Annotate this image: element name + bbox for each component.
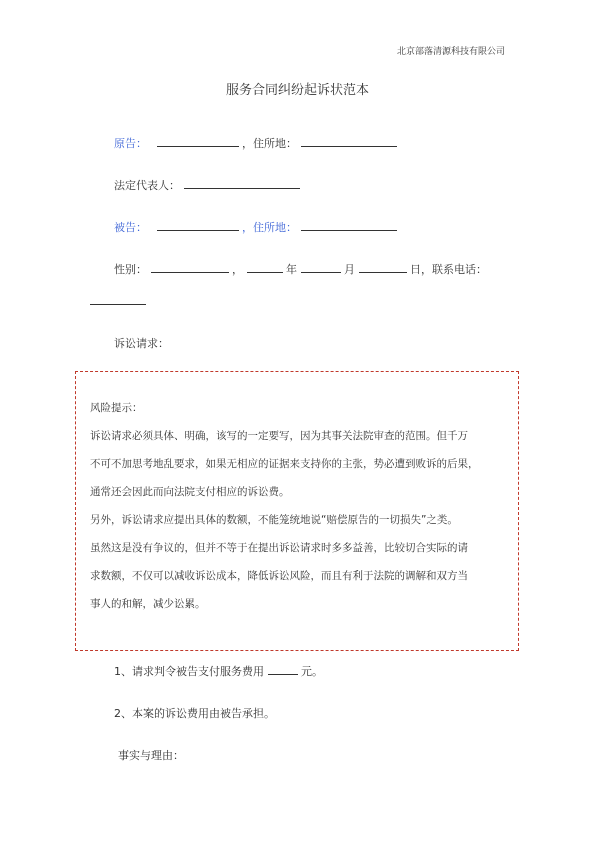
risk-line: 另外，诉讼请求应提出具体的数额，不能笼统地说“赔偿原告的一切损失”之类。 [90, 514, 458, 526]
risk-line: 虽然这是没有争议的，但并不等于在提出诉讼请求时多多益善，比较切合实际的请 [90, 542, 468, 554]
risk-warning-text [90, 394, 510, 618]
legal-rep-blank[interactable] [184, 178, 300, 189]
defendant-name-blank[interactable] [157, 220, 239, 231]
gender-blank[interactable] [151, 262, 229, 273]
claim-item-1-suffix: 元。 [301, 665, 323, 678]
day-phone-label: 日，联系电话： [410, 263, 487, 276]
claims-heading: 诉讼请求： [114, 337, 169, 350]
phone-blank[interactable] [90, 294, 146, 305]
plaintiff-label: 原告： [114, 137, 147, 150]
risk-line: 事人的和解，减少讼累。 [90, 598, 206, 610]
defendant-line [114, 219, 397, 235]
risk-heading: 风险提示： [90, 402, 143, 414]
risk-line: 求数额，不仅可以减收诉讼成本，降低诉讼风险，而且有利于法院的调解和双方当 [90, 570, 468, 582]
risk-line: 通常还会因此而向法院支付相应的诉讼费。 [90, 486, 290, 498]
plaintiff-address-label: ，住所地： [242, 137, 297, 150]
service-fee-blank[interactable] [268, 664, 298, 675]
plaintiff-line [114, 135, 397, 151]
birth-day-blank[interactable] [359, 262, 407, 273]
birth-year-blank[interactable] [247, 262, 283, 273]
claim-item-1-text: 1、请求判令被告支付服务费用 [114, 665, 264, 678]
plaintiff-address-blank[interactable] [301, 136, 397, 147]
legal-rep-line [114, 177, 300, 193]
claim-item-2: 2、本案的诉讼费用由被告承担。 [114, 707, 275, 720]
defendant-label: 被告： [114, 221, 147, 234]
comma-separator: ， [232, 263, 243, 276]
defendant-address-blank[interactable] [301, 220, 397, 231]
claim-item-1 [114, 663, 323, 679]
gender-line [114, 261, 487, 277]
year-label: 年 [286, 263, 297, 276]
birth-month-blank[interactable] [301, 262, 341, 273]
risk-warning-box [75, 371, 519, 651]
month-label: 月 [344, 263, 355, 276]
risk-line: 不可不加思考地乱要求，如果无相应的证据来支持你的主张，势必遭到败诉的后果， [90, 458, 479, 470]
plaintiff-name-blank[interactable] [157, 136, 239, 147]
facts-heading: 事实与理由： [118, 749, 184, 762]
document-title: 服务合同纠纷起诉状范本 [225, 83, 369, 98]
gender-label: 性别： [114, 263, 147, 276]
defendant-address-label: ，住所地： [242, 221, 297, 234]
company-name: 北京部落清源科技有限公司 [396, 47, 505, 57]
legal-rep-label: 法定代表人： [114, 179, 180, 192]
risk-line: 诉讼请求必须具体、明确，该写的一定要写，因为其事关法院审查的范围。但千万 [90, 430, 468, 442]
